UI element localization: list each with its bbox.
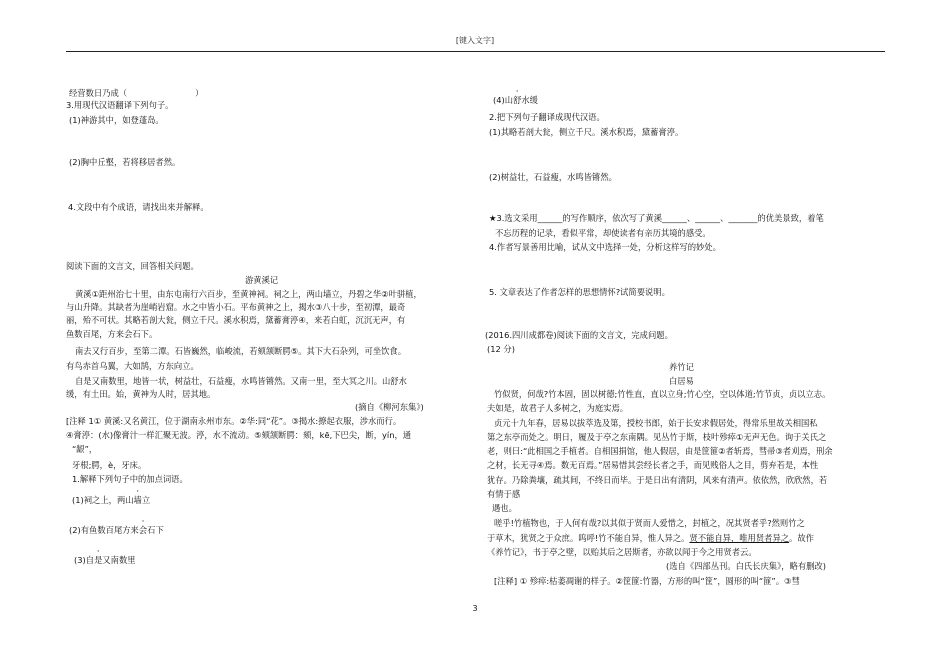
q1-item-a: (1)祠之上，两山墙立 — [72, 495, 151, 505]
p2-line: 南去又行百步，至第二潭。石皆巍然，临峻流，若颏颔断腭⑤。其下大石杂列，可坐饮食。 — [75, 346, 407, 356]
q4-question: 4.文段中有个成语，请找出来并解释。 — [68, 202, 209, 212]
passage-source: (选自《四部丛刊。白氏长庆集》，略有删改) — [666, 561, 826, 571]
note-line: [注释] ① 殄瘁:枯萎凋谢的样子。②筐篚:竹器，方形的叫“筐”，圆形的叫“篚”。③彗 — [494, 576, 800, 586]
p3-line: 嗟乎!竹植物也，于人何有哉?以其似于贤而人爱惜之，封植之，况其贤者乎?然则竹之 — [494, 518, 805, 528]
p1-line: 竹似贤，何哉?竹本固，固以树德;竹性直，直以立身;竹心空，空以体道;竹节贞，贞以立志。 — [494, 389, 831, 399]
p3-line: 自是又南数里，地皆一状，树益壮，石益瘦，水鸣皆锵然。又南一里，至大冥之川。山舒水 — [75, 376, 407, 386]
q1-item-b: (2)有鱼数百尾方来会石下 — [69, 525, 164, 535]
note-line: ④膏渟：(水)像膏汁一样汇聚无波。渟，水不流动。⑤颏颔断腭：颏，kē,下巴尖，断，yín，通 — [66, 430, 412, 440]
q2-sentence-1: (1)其略若剖大瓮，侧立千尺。溪水积焉，黛蓄膏渟。 — [489, 127, 684, 137]
p2-line: 第之东亭而处之。明日，履及于亭之东南隅。见丛竹于斯，枝叶殄瘁①无声无色。询于关氏之 — [487, 432, 827, 442]
p2-line: 有情于感 — [487, 489, 521, 499]
page-header: [键入文字] — [455, 36, 495, 45]
passage-source: (摘自《柳河东集》) — [355, 402, 424, 412]
q4-question: 4.作者写景善用比喻，试从文中选择一处，分析这样写的妙处。 — [489, 242, 721, 252]
q3-sentence-2: (2)胸中丘壑，若将移居者然。 — [69, 157, 181, 167]
p3-line: 缓，有土田。始，黄神为人时，居其地。 — [66, 389, 216, 399]
p1-line: 与山升降。其缺者为崖峭岩窟。水之中皆小石。平布黄神之上，揭水③八十步，至初潭，最奇 — [66, 302, 406, 312]
reading-intro: 阅读下面的文言文，回答相关问题。 — [66, 261, 199, 271]
note-line: 牙根;腭，è，牙床。 — [72, 460, 147, 470]
p3-line: 《养竹记》，书于亭之壁，以贻其后之居斯者，亦欲以闻于今之用贤者云。 — [487, 547, 757, 557]
dotted-word: 舒 — [513, 95, 522, 105]
q3-line-2: 不忘历程的记录，看似平常，却使读者有亲历其境的感受。 — [495, 228, 711, 238]
passage-title: 游黄溪记 — [245, 275, 279, 285]
p2-line: 有鸟赤首乌翼，大如鹄，方东向立。 — [66, 361, 199, 371]
q3-title: 3.用现代汉语翻译下列句子。 — [66, 100, 174, 110]
p2-line: 老，则曰:“此相国之手植者。自相国捐馆，他人假居，由是筐篚②者斩焉，彗帚③者刈焉，刑余 — [487, 446, 833, 456]
exam-source: (2016.四川成都卷)阅读下面的文言文，完成问题。 — [485, 330, 673, 340]
note-line: [注释 1① 黄溪:又名黄江，位于湖南永州市东。②华:同“花”。③揭水:撩起衣服，涉水而行。 — [66, 416, 402, 426]
p1-line: 丽，殆不可状。其略若剖大瓮，侧立千尺。溪水积焉，黛蓄膏渟④，来若白虹，沉沉无声，有 — [66, 315, 406, 325]
exam-score: (12 分) — [487, 344, 515, 354]
passage-author: 白居易 — [669, 376, 694, 386]
q5-question: 5. 文章表达了作者怎样的思想情怀?试简要说明。 — [489, 287, 670, 297]
q1-title: 1.解释下列句子中的加点词语。 — [72, 474, 188, 484]
q3-sentence-1: (1)神游其中，如登蓬岛。 — [69, 115, 164, 125]
p1-line: 黄溪①距州治七十里，由东屯南行六百步，至黄神祠。祠之上，两山墙立，丹碧之华②叶骈植， — [75, 289, 422, 299]
page-number: 3 — [472, 604, 478, 613]
p2-line: 之材，长无寻④焉。数无百焉。”居易惜其尝经长者之手，而见贱俗人之目，剪弃若是，本性 — [487, 460, 819, 470]
q1-item-c: (3)自是又南数里 — [74, 555, 136, 565]
dotted-word: 是 — [94, 555, 103, 565]
p3-line: 于草木，犹贤之于众庶。呜呼!竹不能自异，惟人异之。贤不能自异，唯用贤者异之。故作 — [487, 533, 814, 543]
p2-line: 遇也。 — [492, 503, 517, 513]
p1-line: 鱼数百尾，方来会石下。 — [66, 329, 158, 339]
q4-item: (4)山舒水缓 — [493, 95, 538, 105]
p2-line: 犹存。乃除粪壤，疏其间，不终日而毕。于是日出有清阴，风来有清声。依依然，欣欣然，若 — [487, 475, 828, 485]
q3-line-1: ★3.选文采用______的写作顺序，依次写了黄溪______、______、_______的优美景致，着笔 — [489, 213, 824, 223]
q2-sentence-2: (2)树益壮，石益瘦，水鸣皆锵然。 — [489, 172, 617, 182]
q-line-1: 经营数日乃成（ ） — [69, 88, 204, 98]
passage-title: 养竹记 — [669, 362, 694, 372]
p2-line: 贞元十九年春，居易以拔萃选及第，授校书郎，始于长安求假居处，得常乐里故关相国私 — [494, 418, 818, 428]
header-rule — [66, 51, 885, 52]
underlined-sentence: 贤不能自异，唯用贤者异之 — [689, 533, 790, 543]
dotted-word: 墙 — [133, 495, 142, 505]
dotted-word: 会 — [138, 525, 148, 535]
note-line: “龈”， — [72, 444, 98, 454]
p1-line: 夫如是，故君子人多树之，为庭实焉。 — [487, 403, 629, 413]
q2-title: 2.把下列句子翻译成现代汉语。 — [489, 112, 605, 122]
